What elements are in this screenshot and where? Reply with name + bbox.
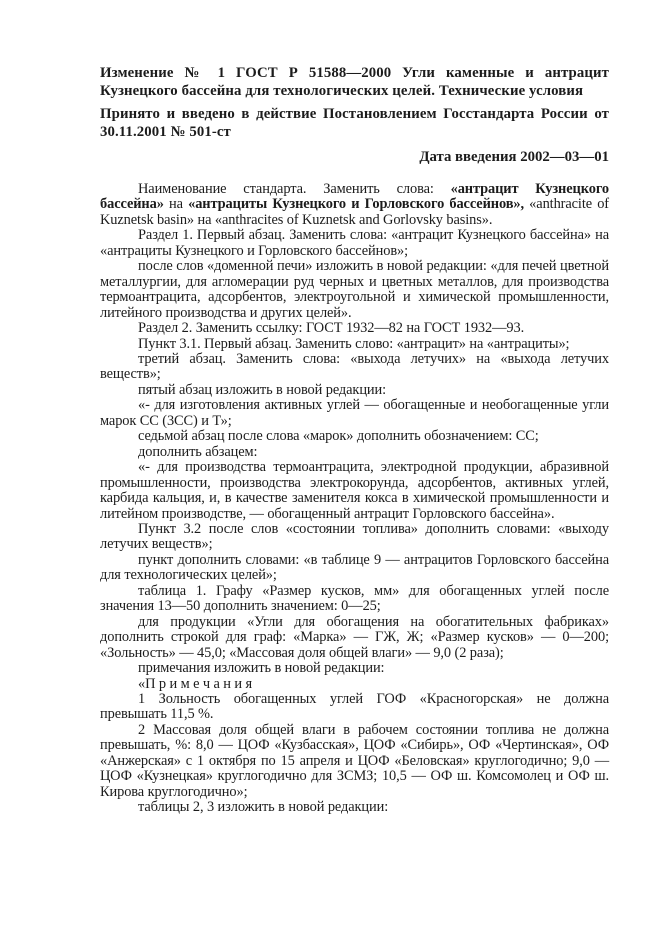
text-run: третий абзац. Заменить слова: «выхода летучих» на «выхода летучих веществ»; [100, 350, 609, 383]
text-run: Раздел 1. Первый абзац. Заменить слова: «антрацит Кузнецкого бассейна» на «антрациты Кузнецкого и Горловского бассейнов»; [100, 227, 609, 259]
paragraph [100, 615, 609, 661]
text-run: пункт дополнить словами: «в таблице 9 — антрацитов Горловского бассейна для технологических целей»; [100, 551, 609, 584]
paragraph [100, 692, 609, 723]
text-run: 2 Массовая доля общей влаги в рабочем состоянии топлива не должна превышать, %: 8,0 — ЦОФ «Кузбасская», ЦОФ «Сибирь», ОФ «Чертинская», ОФ «Анжерская» с 1 октября по 15 апреля и ЦОФ «Беловская» круглогодично; 9,0 — ЦОФ «Кузнецкая» круглогодично для ЗСМЗ; 10,5 — ОФ ш. Комсомолец и ОФ ш. Кирова круглогодично»; [100, 721, 609, 800]
paragraph [100, 460, 609, 522]
paragraph [100, 800, 609, 815]
text-run: «- для производства термоантрацита, электродной продукции, абразивной промышленности, производства электрокорунда, адсорбентов, активных углей, карбида кальция, и, в качестве заменителя кокса в химической промышленности и литейном производстве, — обогащенный антрацит Горловского бассейна». [100, 459, 609, 522]
document-title: Изменение № 1 ГОСТ Р 51588—2000 Угли каменные и антрацит Кузнецкого бассейна для технологических целей. Технические условия [100, 65, 609, 99]
text-run: Раздел 2. Заменить ссылку: ГОСТ 1932—82 на ГОСТ 1932—93. [138, 320, 525, 337]
paragraph [100, 337, 609, 352]
text-run: для продукции «Угли для обогащения на обогатительных фабриках» дополнить строкой для граф: «Марка» — ГЖ, Ж; «Размер кусков» — 0—200; «Зольность» — 45,0; «Массовая доля общей влаги» — 9,0 (2 раза); [100, 613, 609, 661]
text-run: таблица 1. Графу «Размер кусков, мм» для обогащенных углей после значения 13—50 дополнить значением: 0—25; [100, 582, 609, 615]
paragraph [100, 352, 609, 383]
text-run: «anthracite of Kuznetsk basin» на «anthracites of Kuznetsk and Gorlovsky basins». [100, 196, 609, 228]
paragraph [100, 522, 609, 553]
paragraph [100, 723, 609, 800]
paragraph [100, 321, 609, 336]
paragraph [100, 228, 609, 259]
text-run: таблицы 2, 3 изложить в новой редакции: [138, 799, 389, 816]
text-run: седьмой абзац после слова «марок» дополнить обозначением: СС; [138, 428, 539, 445]
paragraph [100, 182, 609, 228]
paragraph [100, 398, 609, 429]
bold-run: «антрациты Кузнецкого и Горловского бассейнов», [188, 196, 524, 213]
paragraph [100, 677, 609, 692]
paragraph [100, 553, 609, 584]
text-run: «- для изготовления активных углей — обогащенные и необогащенные угли марок СС (3СС) и Т»; [100, 397, 609, 429]
paragraph [100, 259, 609, 321]
bold-run: «антрацит Кузнецкого бассейна» [100, 181, 609, 213]
text-run: на [163, 196, 189, 213]
text-run: Пункт 3.1. Первый абзац. Заменить слово: «антрацит» на «антрациты»; [138, 335, 570, 352]
text-run: после слов «доменной печи» изложить в новой редакции: «для печей цветной металлургии, для агломерации руд черных и цветных металлов, для производства термоантрацита, адсорбентов, электроугольной и химической промышленности, литейного производства и других целей». [100, 258, 609, 321]
paragraph [100, 661, 609, 676]
paragraph [100, 429, 609, 444]
text-run: примечания изложить в новой редакции: [138, 660, 385, 677]
document-body [100, 182, 609, 816]
text-run: дополнить абзацем: [138, 443, 258, 460]
paragraph [100, 383, 609, 398]
effective-date: Дата введения 2002—03—01 [419, 149, 609, 165]
paragraph [100, 445, 609, 460]
text-run: 1 Зольность обогащенных углей ГОФ «Красногорская» не должна превышать 11,5 %. [100, 690, 609, 723]
paragraph [100, 584, 609, 615]
text-run: Наименование стандарта. Заменить слова: [138, 181, 451, 197]
adoption-statement: Принято и введено в действие Постановлением Госстандарта России от 30.11.2001 № 501-ст [100, 106, 609, 140]
text-run: Пункт 3.2 после слов «состоянии топлива» дополнить словами: «выходу летучих веществ»; [100, 520, 609, 553]
text-run: «П р и м е ч а н и я [138, 675, 253, 692]
text-run: пятый абзац изложить в новой редакции: [138, 381, 387, 398]
